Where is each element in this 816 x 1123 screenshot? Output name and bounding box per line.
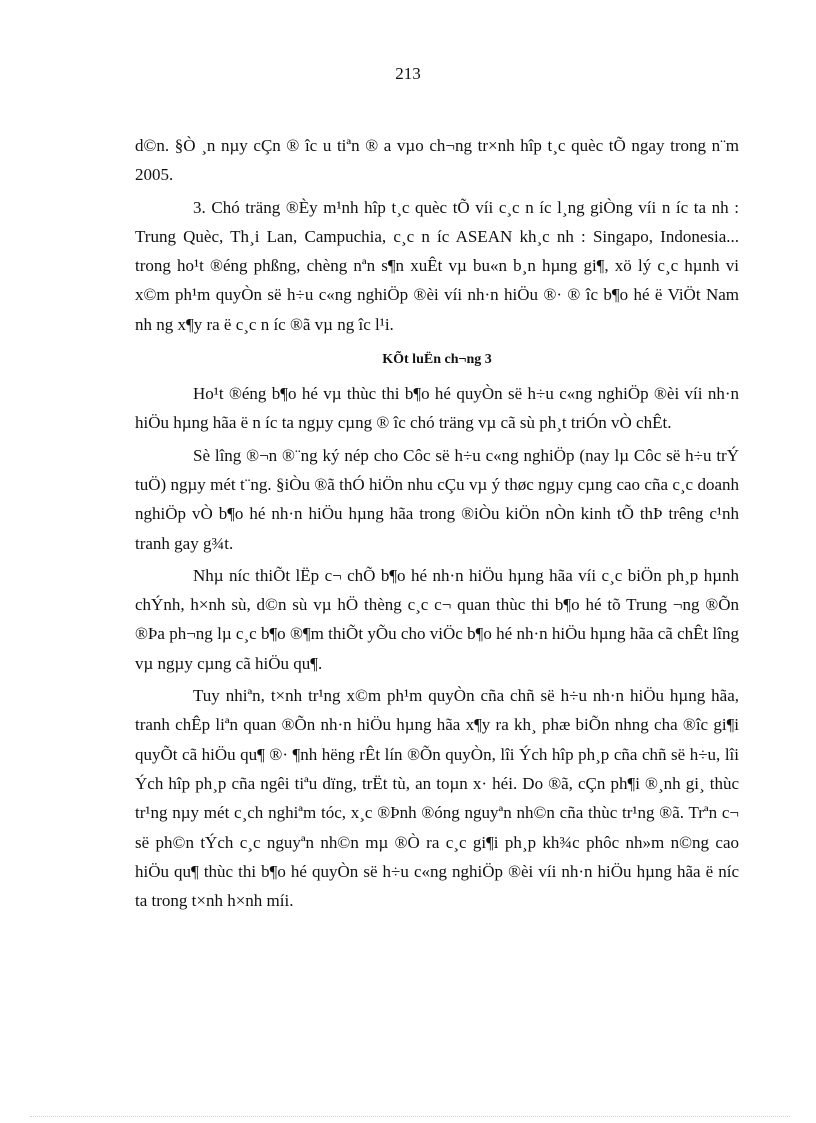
conclusion-paragraph-3: Nhµ níc thiÕt lËp c¬ chÕ b¶o hé nh·n hiÖu hµng hãa víi c¸c biÖn ph¸p hµnh chÝnh, h×nh sù, d©n sù vµ hÖ thèng c¸c c¬ quan thùc thi b¶o hé tõ Trung ¬ng ®Õn ®Þa ph¬ng lµ c¸c b¶o ®¶m thiÕt yÕu cho viÖc b¶o hé nh·n hiÖu hµng hãa cã chÊt lîng vµ ngµy cµng cã hiÖu qu¶. (135, 565, 739, 673)
conclusion-paragraph-2: Sè lîng ®¬n ®¨ng ký nép cho Côc së h÷u c«ng nghiÖp (nay lµ Côc së h÷u trÝ tuÖ) ngµy mét t¨ng. §iÒu ®ã thÓ hiÖn nhu cÇu vµ ý thøc ngµy cµng cao cña c¸c doanh nghiÖp vÒ b¶o hé nh·n hiÖu hµng hãa trong ®iÒu kiÖn nÒn kinh tÕ thÞ trêng c¹nh tranh gay g¾t. (135, 445, 739, 553)
page-number: 213 (395, 64, 421, 83)
paragraph-continuation: d©n. §Ò ¸n nµy cÇn ® îc u tiªn ® a vµo ch¬ng tr×nh hîp t¸c quèc tÕ ngay trong n¨m 2005. (135, 136, 739, 185)
conclusion-paragraph-4: Tuy nhiªn, t×nh tr¹ng x©m ph¹m quyÒn cña chñ së h÷u nh·n hiÖu hµng hãa, tranh chÊp liªn quan ®Õn nh·n hiÖu hµng hãa x¶y ra kh¸ phæ biÕn nhng cha ®îc gi¶i quyÕt cã hiÖu qu¶ ®· ¶nh hëng rÊt lín ®Õn quyÒn, lîi Ých hîp ph¸p cña chñ së h÷u, lîi Ých hîp ph¸p cña ngêi tiªu dïng, trËt tù, an toµn x· héi. Do ®ã, cÇn ph¶i ®¸nh gi¸ thùc tr¹ng nµy mét c¸ch nghiªm tóc, x¸c ®Þnh ®óng nguyªn nh©n cña thùc tr¹ng ®ã. Trªn c¬ së ph©n tÝch c¸c nguyªn nh©n mµ ®Ò ra c¸c gi¶i ph¸p kh¾c phôc nh»m n©ng cao hiÖu qu¶ thùc thi b¶o hé quyÒn së h÷u c«ng nghiÖp ®èi víi nh·n hiÖu hµng hãa ë níc ta trong t×nh h×nh míi. (135, 686, 739, 911)
paragraph-recommendation-3: 3. Chó träng ®Èy m¹nh hîp t¸c quèc tÕ víi c¸c n íc l¸ng giÒng víi n íc ta nh : Trung Quèc, Th¸i Lan, Campuchia, c¸c n íc ASEAN kh¸c nh : Singapo, Indonesia... trong ho¹t ®éng phßng, chèng nªn s¶n xuÊt vµ bu«n b¸n hµng gi¶, xö lý c¸c hµnh vi x©m ph¹m quyÒn së h÷u c«ng nghiÖp ®èi víi nh·n hiÖu ®· ® îc b¶o hé ë ViÖt Nam nh ng x¶y ra ë c¸c n íc ®ã vµ ng îc l¹i. (135, 197, 739, 334)
page-bottom-divider (30, 1116, 790, 1117)
document-body (135, 131, 739, 918)
section-title: KÕt luËn ch¬ng 3 (382, 352, 492, 368)
conclusion-paragraph-1: Ho¹t ®éng b¶o hé vµ thùc thi b¶o hé quyÒn së h÷u c«ng nghiÖp ®èi víi nh·n hiÖu hµng hãa ë n íc ta ngµy cµng ® îc chó träng vµ cã sù ph¸t triÓn vÒ chÊt. (135, 384, 739, 433)
